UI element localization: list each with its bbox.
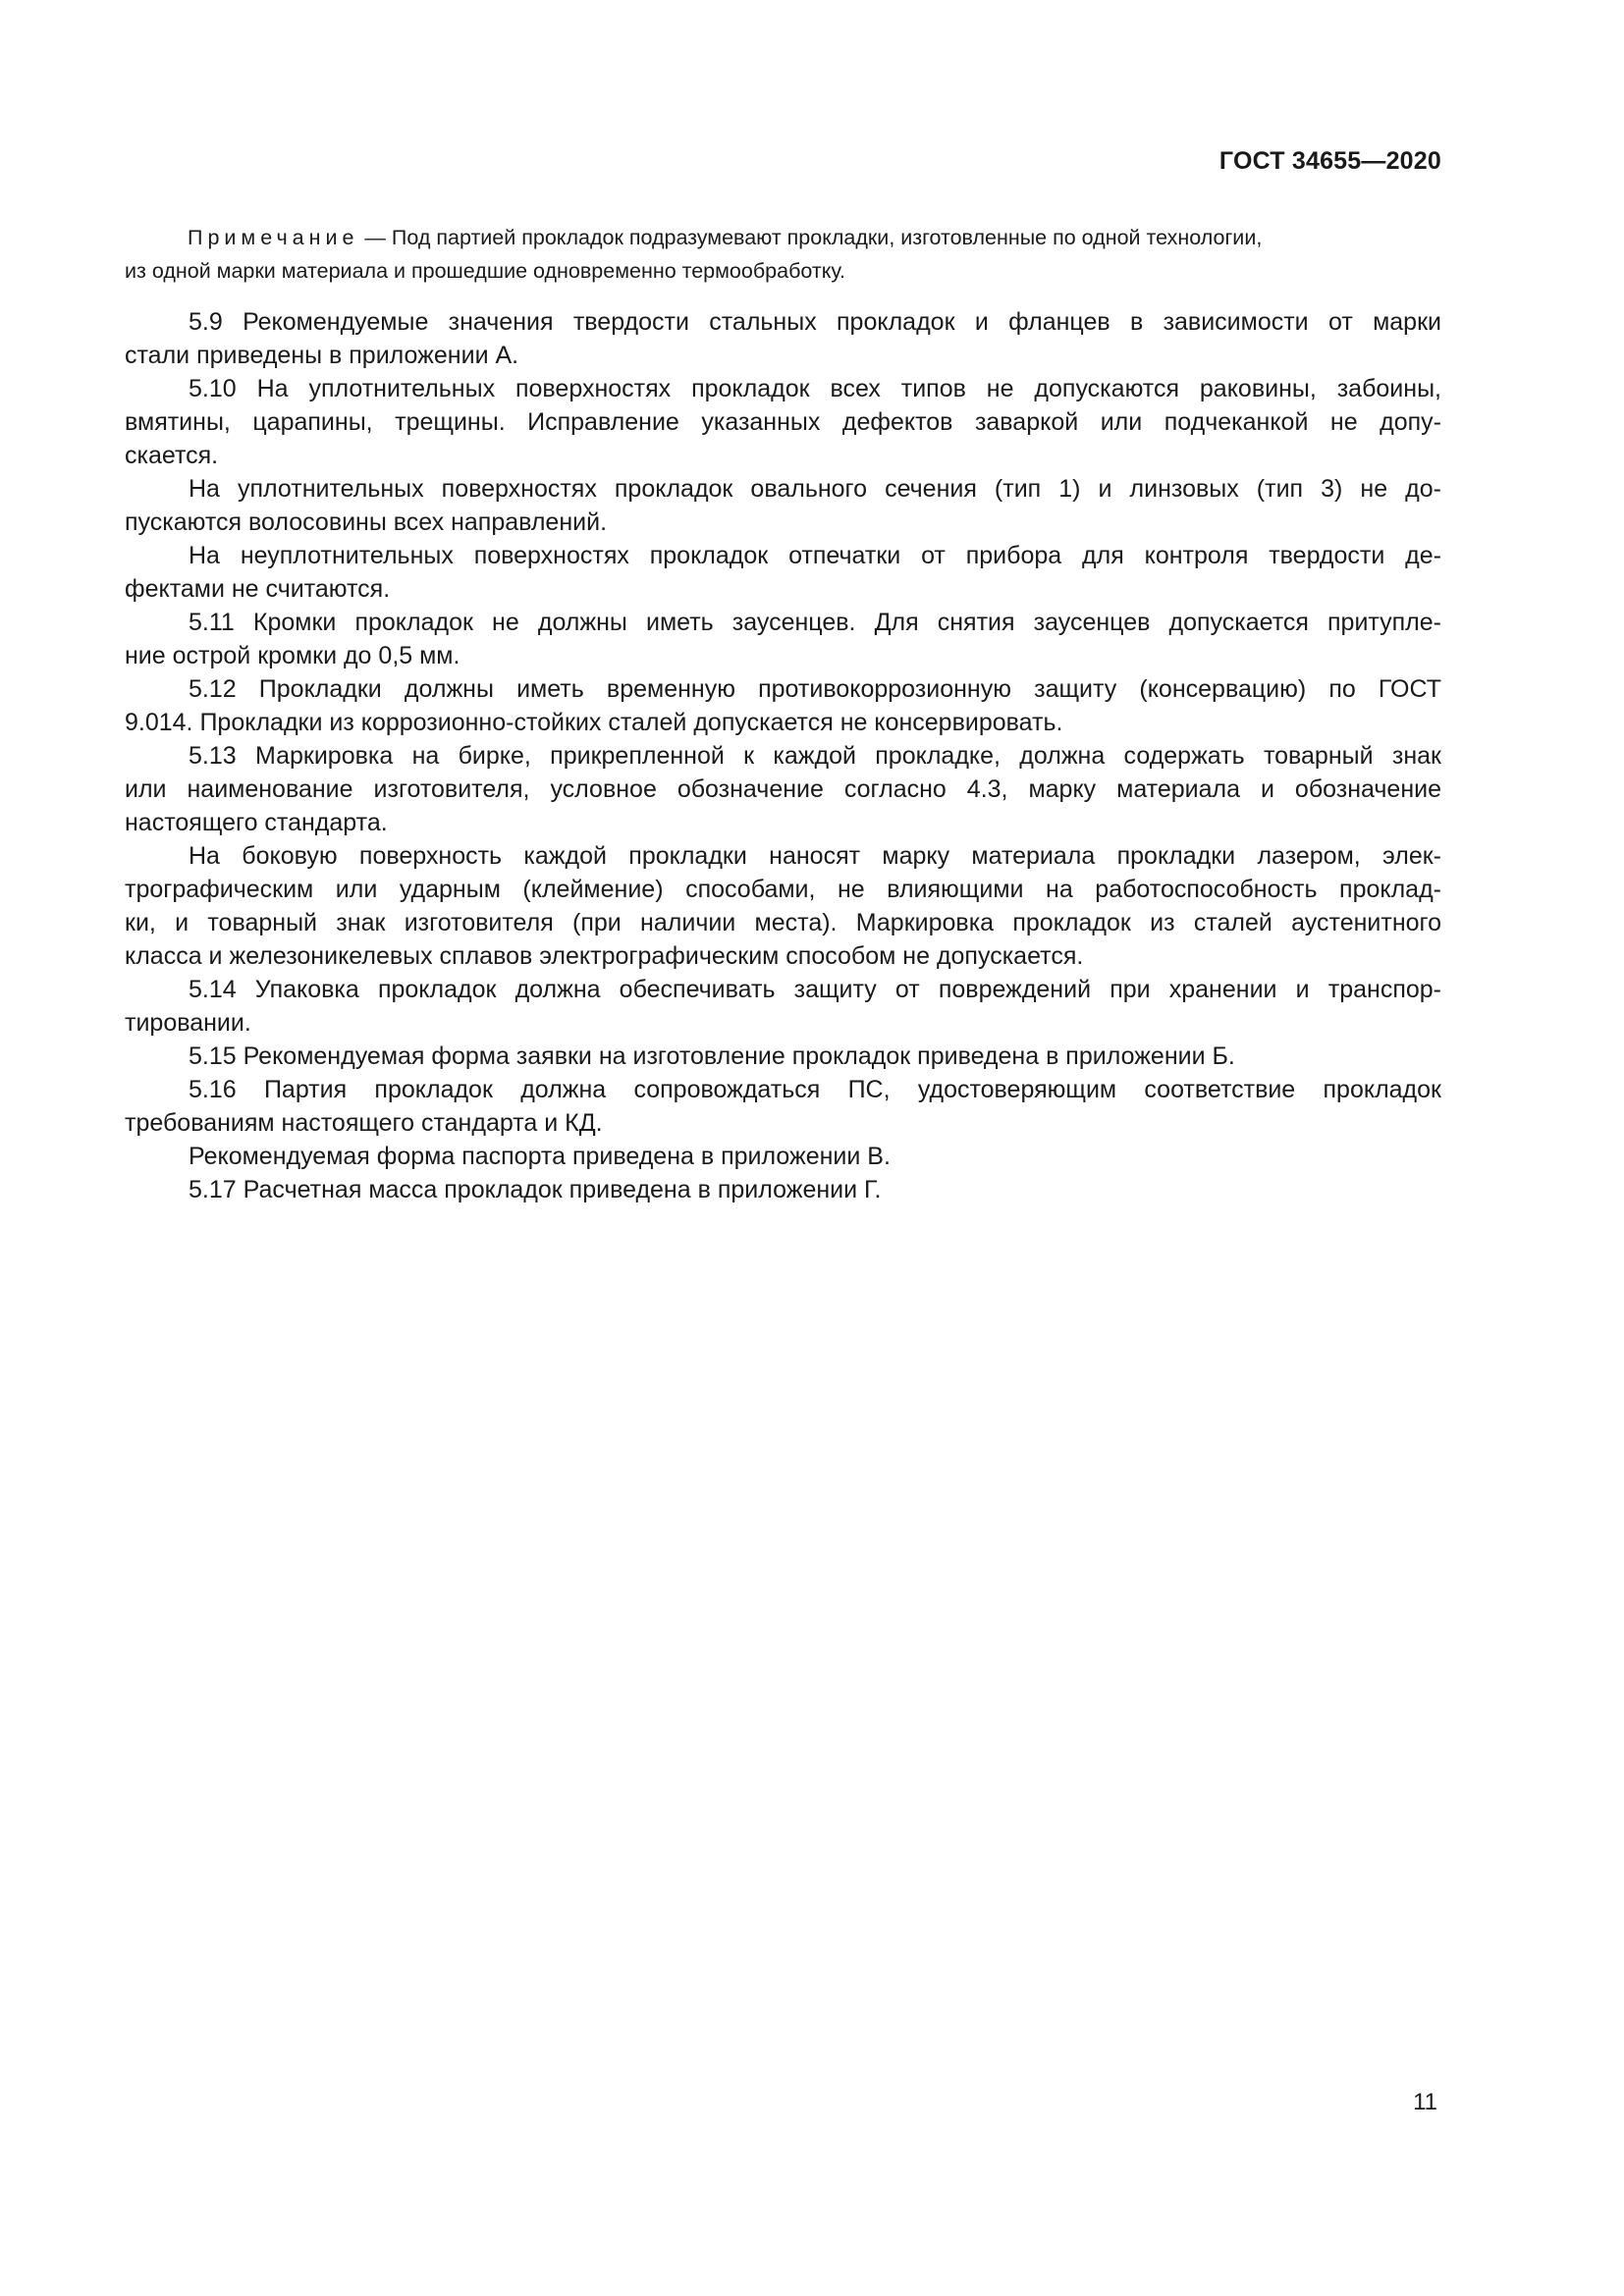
text-line: трографическим или ударным (клеймение) способами, не влияющими на работоспособность проклад- [125,876,1441,903]
text-line: вмятины, царапины, трещины. Исправление указанных дефектов заваркой или подчеканкой не допу- [125,408,1441,436]
text-line: На уплотнительных поверхностях прокладок овального сечения (тип 1) и линзовых (тип 3) не до- [189,475,1441,503]
text-line: фектами не считаются. [125,575,391,603]
body-text [125,305,1441,1206]
text-line: ки, и товарный знак изготовителя (при наличии места). Маркировка прокладок из сталей аустенитного [125,909,1441,936]
note-label: Примечание [188,226,359,249]
text-line: Рекомендуемая форма паспорта приведена в приложении В. [189,1143,891,1170]
text-line: 5.13 Маркировка на бирке, прикрепленной к каждой прокладке, должна содержать товарный знак [189,742,1441,770]
text-line: 5.10 На уплотнительных поверхностях прокладок всех типов не допускаются раковины, забоины, [189,375,1441,402]
text-line: 5.12 Прокладки должны иметь временную противокоррозионную защиту (консервацию) по ГОСТ [189,675,1441,703]
text-line: На неуплотнительных поверхностях прокладок отпечатки от прибора для контроля твердости де- [189,542,1441,569]
text-line: 5.14 Упаковка прокладок должна обеспечивать защиту от повреждений при хранении и транспор- [189,976,1441,1003]
text-line: 9.014. Прокладки из коррозионно-стойких сталей допускается не консервировать. [125,709,1063,736]
text-line: или наименование изготовителя, условное обозначение согласно 4.3, марку материала и обозначение [125,775,1441,803]
document-header: ГОСТ 34655—2020 [1218,147,1441,175]
text-line: стали приведены в приложении А. [125,342,519,369]
text-line: скается. [125,442,219,469]
text-line: 5.17 Расчетная масса прокладок приведена в приложении Г. [189,1176,882,1203]
text-line: тировании. [125,1009,251,1037]
text-line: пускаются волосовины всех направлений. [125,508,608,536]
note-line-2: из одной марки материала и прошедшие одновременно термообработку. [125,258,845,283]
note-block [125,222,1441,288]
text-line: 5.15 Рекомендуемая форма заявки на изготовление прокладок приведена в приложении Б. [189,1042,1235,1070]
text-line: настоящего стандарта. [125,809,388,836]
text-line: 5.16 Партия прокладок должна сопровождаться ПС, удостоверяющим соответствие прокладок [189,1076,1441,1103]
text-line: требованиям настоящего стандарта и КД. [125,1109,603,1137]
note-line-1 [125,222,1441,255]
text-line: На боковую поверхность каждой прокладки наносят марку материала прокладки лазером, элек- [189,842,1441,870]
text-line: ние острой кромки до 0,5 мм. [125,642,460,669]
text-line: 5.11 Кромки прокладок не должны иметь заусенцев. Для снятия заусенцев допускается притупле- [189,609,1441,636]
page-number: 11 [1413,2089,1437,2115]
note-text-1: — Под партией прокладок подразумевают прокладки, изготовленные по одной технологии, [358,226,1263,249]
text-line: 5.9 Рекомендуемые значения твердости стальных прокладок и фланцев в зависимости от марки [189,308,1441,336]
text-line: класса и железоникелевых сплавов электрографическим способом не допускается. [125,942,1084,970]
